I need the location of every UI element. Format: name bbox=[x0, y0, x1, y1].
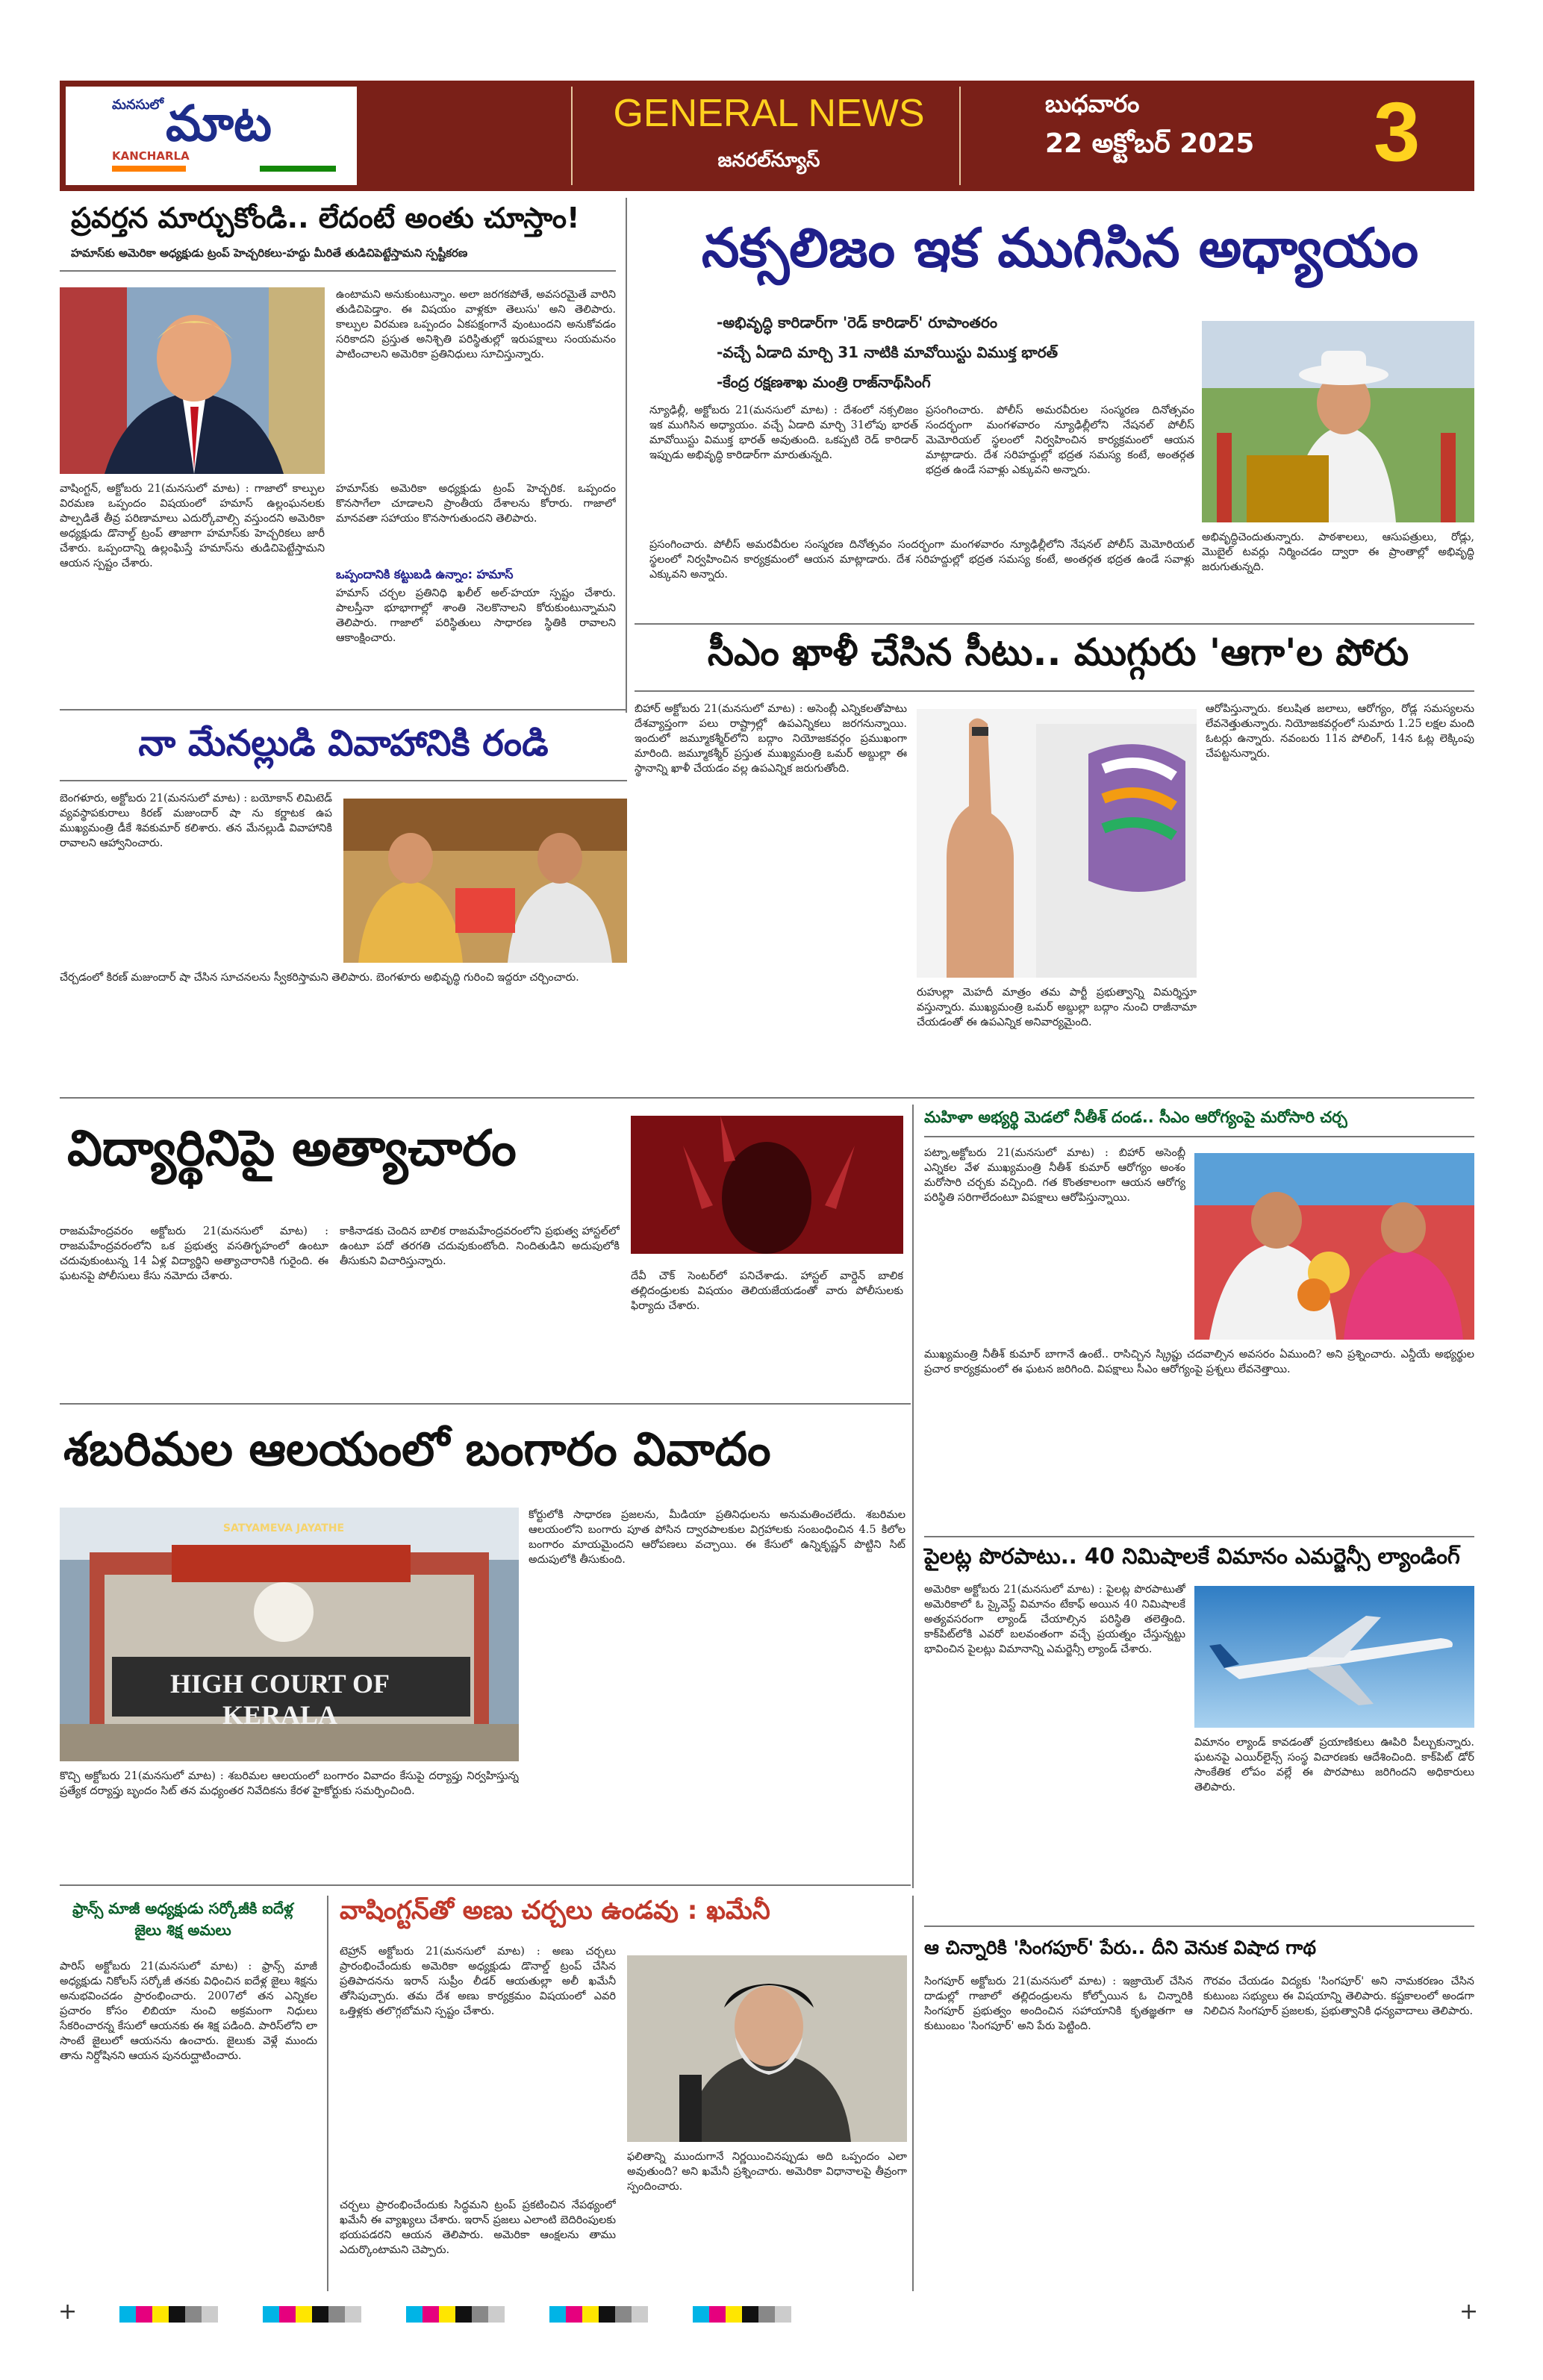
cm-seat-body-right: ఆరోపిస్తున్నారు. కలుషిత జలాలు, ఆరోగ్యం, రోడ్ల సమస్యలను లేవనెత్తుతున్నారు. నియోజకవర్గంలో సుమారు 1.25 లక్షల మంది ఓటర్లు ఉన్నారు. నవంబరు 11న పోలింగ్, 14న ఓట్ల లెక్కింపు చేపట్టనున్నారు. bbox=[1206, 703, 1474, 760]
registration-mark: + bbox=[1459, 2299, 1479, 2325]
nitish-body-bottom: ముఖ్యమంత్రి నీతీశ్ కుమార్ బాగానే ఉంటే.. రాసిచ్చిన స్క్రిప్టు చదవాల్సిన అవసరం ఏముంది? అని ప్రశ్నించారు. ఎన్డీయే అభ్యర్థుల ప్రచార కార్యక్రమంలో ఈ ఘటన జరిగింది. విపక్షాలు సీఎం ఆరోగ్యంపై ప్రశ్నలు లేవనెత్తాయి. bbox=[924, 1349, 1474, 1375]
issue-date: 22 అక్టోబర్ 2025 bbox=[1045, 128, 1255, 159]
flight-body-left: అమెరికా అక్టోబరు 21(మనసులో మాట) : పైలట్ల పొరపాటుతో అమెరికాలో ఓ స్కైవెస్ట్ విమానం టేకాఫ్ అయిన 40 నిమిషాలకే అత్యవసరంగా ల్యాండ్ చేయాల్సిన పరిస్థితి తలెత్తింది. కాక్‌పిట్‌లోకి ఎవరో బలవంతంగా వచ్చే ప్రయత్నం చేస్తున్నట్టు భావించిన పైలట్లు విమానాన్ని ఎమర్జెన్సీ ల్యాండ్ చేశారు. bbox=[924, 1584, 1185, 1655]
khamenei-headline: వాషింగ్టన్‌తో అణు చర్చలు ఉండవు : ఖమేనీ bbox=[340, 1896, 770, 1925]
trump-body-sub2: హమాస్ చర్చల ప్రతినిధి ఖలీల్ అల్-హయా స్పష్టం చేశారు. పాలస్తీనా భూభాగాల్లో శాంతి నెలకొనాలని కోరుకుంటున్నామని తెలిపారు. గాజాలో పరిస్థితులు సాధారణ స్థితికి రావాలని ఆకాంక్షించారు. bbox=[336, 587, 616, 644]
naxal-body-right: అభివృద్ధిచెందుతున్నారు. పాఠశాలలు, ఆసుపత్రులు, రోడ్లు, మొబైల్ టవర్లు నిర్మించడం ద్వారా ఈ ప్రాంతాల్లో అభివృద్ధి జరుగుతున్నది. bbox=[1202, 531, 1474, 573]
naxal-body-left: న్యూఢిల్లీ, అక్టోబరు 21(మనసులో మాట) : దేశంలో నక్సలిజం ఇక ముగిసిన అధ్యాయం. వచ్చే ఏడాది మార్చి 31లోపు భారత్ మావోయిస్టు విముక్త భారత్ అవుతుంది. ఒకప్పటి రెడ్ కారిడార్ ఇప్పుడు అభివృద్ధి కారిడార్‌గా మారుతున్నది. bbox=[649, 405, 918, 461]
cm-seat-headline: సీఎం ఖాళీ చేసిన సీటు.. ముగ్గురు 'ఆగా'ల పోరు bbox=[707, 631, 1409, 674]
column-divider bbox=[912, 1105, 914, 1888]
nitish-headline: మహిళా అభ్యర్థి మెడలో నీతీశ్ దండ.. సీఎం ఆరోగ్యంపై మరోసారి చర్చ bbox=[924, 1108, 1347, 1126]
divider bbox=[635, 690, 1474, 692]
voting-finger-photo bbox=[917, 709, 1197, 978]
trump-headline: ప్రవర్తన మార్చుకోండి.. లేదంటే అంతు చూస్తాం! bbox=[71, 202, 580, 234]
naxal-body-mid: ప్రసంగించారు. పోలీస్ అమరవీరుల సంస్మరణ దినోత్సవం సందర్భంగా మంగళవారం న్యూఢిల్లీలోని నేషనల్ పోలీస్ మెమోరియల్ స్థలంలో నిర్వహించిన కార్యక్రమంలో ఆయన మాట్లాడారు. దేశ సరిహద్దుల్లో భద్రత సమస్య కంటే, అంతర్గత భద్రత ఉండే సవాళ్లు ఎక్కువని అన్నారు. bbox=[926, 405, 1194, 476]
sabarimala-body-bottom: కొచ్చి అక్టోబరు 21(మనసులో మాట) : శబరిమల ఆలయంలో బంగారం వివాదం కేసుపై దర్యాప్తు నిర్వహిస్తున్న ప్రత్యేక దర్యాప్తు బృందం సిట్ తన మధ్యంతర నివేదికను కేరళ హైకోర్టుకు సమర్పించింది. bbox=[60, 1770, 519, 1797]
masthead-divider bbox=[959, 87, 961, 185]
naxal-bullet-3: -కేంద్ర రక్షణశాఖ మంత్రి రాజ్‌నాథ్‌సింగ్ bbox=[717, 373, 931, 391]
cm-seat-body-left: బిహార్ అక్టోబరు 21(మనసులో మాట) : అసెంబ్లీ ఎన్నికలతోపాటు దేశవ్యాప్తంగా పలు రాష్ట్రాల్లో ఉపఎన్నికలు జరగనున్నాయి. ఇందులో జమ్మూకశ్మీర్‌లోని బద్గాం నియోజకవర్గం ప్రముఖంగా మారింది. జమ్మూకశ్మీర్ ప్రస్తుత ముఖ్యమంత్రి ఒమర్ అబ్దుల్లా ఈ స్థానాన్ని ఖాళీ చేయడం వల్ల ఉపఎన్నిక జరుగుతోంది. bbox=[635, 703, 907, 775]
column-divider bbox=[912, 1896, 914, 2291]
airplane-photo bbox=[1194, 1586, 1474, 1728]
assault-headline: విద్యార్థినిపై అత్యాచారం bbox=[67, 1119, 517, 1177]
france-body: పారిస్ అక్టోబరు 21(మనసులో మాట) : ఫ్రాన్స్ మాజీ అధ్యక్షుడు నికోలస్ సర్కోజీ తనకు విధించిన ఐదేళ్ల జైలు శిక్షను అనుభవించడం ప్రారంభించారు. 2007లో తన ఎన్నికల ప్రచారం కోసం లిబియా నుంచి అక్రమంగా నిధులు సేకరించారన్న కేసులో ఆయనకు ఈ శిక్ష పడింది. పారిస్‌లోని లా సాంటే జైలులో ఆయనను ఉంచారు. జైలుకు వెళ్లే ముందు తాను నిర్దోషినని ఆయన పునరుద్ఘాటించారు. bbox=[60, 1961, 317, 2062]
trump-subhead: హమాస్‌కు అమెరికా అధ్యక్షుడు ట్రంప్ హెచ్చరికలు-హద్దు మీరితే తుడిచిపెట్టేస్తామని స్పష్టీకరణ bbox=[71, 246, 468, 260]
sabarimala-headline: శబరిమల ఆలయంలో బంగారం వివాదం bbox=[63, 1422, 771, 1476]
assault-illustration bbox=[631, 1116, 903, 1254]
naxal-headline: నక్సలిజం ఇక ముగిసిన అధ్యాయం bbox=[701, 216, 1419, 279]
sabarimala-body-right: కోర్టులోకి సాధారణ ప్రజలను, మీడియా ప్రతినిధులను అనుమతించలేదు. శబరిమల ఆలయంలోని బంగారు పూత పోసిన ద్వారపాలకుల విగ్రహాలకు సంబంధించిన 4.5 కిలోల బంగారం మాయమైందని ఆరోపణలు వచ్చాయి. ఈ కేసులో ఉన్నికృష్ణన్ పొట్టిని సిట్ అదుపులోకి తీసుకుంది. bbox=[529, 1509, 905, 1566]
high-court-sign: HIGH COURT OF KERALA bbox=[169, 1669, 390, 1730]
divider bbox=[60, 270, 616, 272]
flight-headline: పైలట్ల పొరపాటు.. 40 నిమిషాలకే విమానం ఎమర్జెన్సీ ల్యాండింగ్ bbox=[924, 1543, 1460, 1569]
registration-mark: + bbox=[58, 2299, 78, 2325]
trump-body-left: వాషింగ్టన్, అక్టోబరు 21(మనసులో మాట) : గాజాలో కాల్పుల విరమణ ఒప్పందం విషయంలో హమాస్ ఉల్లంఘనలకు పాల్పడితే తీవ్ర పరిణామాలు ఎదుర్కోవాల్సి వస్తుందని అమెరికా అధ్యక్షుడు డొనాల్డ్ ట్రంప్ తాజాగా హమాస్‌కు హెచ్చరికలు జారీ చేశారు. ఒప్పందాన్ని ఉల్లంఘిస్తే హమాస్‌ను తుడిచిపెట్టేస్తామని ఆయన స్పష్టం చేశారు. bbox=[60, 483, 325, 569]
france-headline: ఫ్రాన్స్ మాజీ అధ్యక్షుడు సర్కోజీకి ఐదేళ్ల జైలు శిక్ష అమలు bbox=[72, 1899, 293, 1939]
nitish-body-left: పట్నా,అక్టోబరు 21(మనసులో మాట) : బిహార్ అసెంబ్లీ ఎన్నికల వేళ ముఖ్యమంత్రి నీతీశ్ కుమార్ ఆరోగ్యం అంశం మరోసారి చర్చకు వచ్చింది. గత కొంతకాలంగా ఆయన ఆరోగ్య పరిస్థితి సరిగాలేదంటూ విపక్షాలు ఆరోపిస్తున్నాయి. bbox=[924, 1147, 1185, 1204]
divider bbox=[924, 1136, 1474, 1137]
assault-body-bottom: దేవీ చౌక్ సెంటర్‌లో పనిచేశాడు. హాస్టల్ వార్డెన్ బాలిక తల్లిదండ్రులకు విషయం తెలియజేయడంతో వారు పోలీసులకు ఫిర్యాదు చేశారు. bbox=[631, 1270, 903, 1312]
assault-body-left: రాజమహేంద్రవరం అక్టోబరు 21(మనసులో మాట) : రాజమహేంద్రవరంలోని ఒక ప్రభుత్వ వసతిగృహంలో ఉంటూ చదువుకుంటున్న 14 ఏళ్ల విద్యార్థిని అత్యాచారానికి గురైంది. ఈ ఘటనపై పోలీసులు కేసు నమోదు చేశారు. bbox=[60, 1225, 328, 1282]
wedding-invite-photo bbox=[343, 799, 627, 963]
divider bbox=[60, 709, 627, 710]
trump-photo bbox=[60, 287, 325, 474]
print-color-bars bbox=[119, 2306, 1448, 2326]
naxal-bullet-1: -అభివృద్ధి కారిడార్‌గా 'రెడ్ కారిడార్' రూపాంతరం bbox=[717, 313, 997, 331]
trump-body-mid: హమాస్‌కు అమెరికా అధ్యక్షుడు ట్రంప్ హెచ్చరిక. ఒప్పందం కొనసాగేలా చూడాలని ప్రాంతీయ దేశాలను కోరారు. గాజాలో మానవతా సహాయం కొనసాగుతుందని తెలిపారు. bbox=[336, 483, 616, 525]
khamenei-body-bottom: ఫలితాన్ని ముందుగానే నిర్ణయించినప్పుడు అది ఒప్పందం ఎలా అవుతుంది? అని ఖమేనీ ప్రశ్నించారు. అమెరికా విధానాలపై తీవ్రంగా స్పందించారు. bbox=[627, 2151, 907, 2193]
flight-body-right: విమానం ల్యాండ్ కావడంతో ప్రయాణికులు ఊపిరి పీల్చుకున్నారు. ఘటనపై ఎయిర్‌లైన్స్ సంస్థ విచారణకు ఆదేశించింది. కాక్‌పిట్ డోర్ సాంకేతిక లోపం వల్లే ఈ పొరపాటు జరిగిందని అధికారులు తెలిపారు. bbox=[1194, 1737, 1474, 1793]
cm-seat-body-mid: రుహుల్లా మెహదీ మాత్రం తమ పార్టీ ప్రభుత్వాన్ని విమర్శిస్తూ వస్తున్నారు. ముఖ్యమంత్రి ఒమర్ అబ్దుల్లా బద్గాం నుంచి రాజీనామా చేయడంతో ఈ ఉపఎన్నిక అనివార్యమైంది. bbox=[917, 987, 1197, 1028]
singapore-body-right: గౌరవం చేయడం విద్యకు 'సింగపూర్' అని నామకరణం చేసిన కుటుంబ సభ్యులు ఈ విషయాన్ని తెలిపారు. కష్టకాలంలో అండగా నిలిచిన సింగపూర్ ప్రజలకు, ప్రభుత్వానికి ధన్యవాదాలు తెలిపారు. bbox=[1203, 1975, 1474, 2017]
page-number: 3 bbox=[1374, 85, 1421, 178]
divider bbox=[924, 1536, 1474, 1537]
logo-small-text: మనసులో bbox=[112, 97, 164, 113]
high-court-sign-top: SATYAMEVA JAYATHE bbox=[222, 1522, 345, 1534]
khamenei-body-right: చర్చలు ప్రారంభించేందుకు సిద్ధమని ట్రంప్ ప్రకటించిన నేపథ్యంలో ఖమేనీ ఈ వ్యాఖ్యలు చేశారు. ఇరాన్ ప్రజలు ఎలాంటి బెదిరింపులకు భయపడరని ఆయన తెలిపారు. అమెరికా ఆంక్షలను తాము ఎదుర్కొంటామని చెప్పారు. bbox=[340, 2199, 616, 2256]
tricolor-stripe bbox=[112, 166, 336, 172]
wedding-body-left: బెంగళూరు, అక్టోబరు 21(మనసులో మాట) : బయోకాన్ లిమిటెడ్ వ్యవస్థాపకురాలు కిరణ్ మజుందార్ షా ను కర్ణాటక ఉప ముఖ్యమంత్రి డీకే శివకుమార్ కలిశారు. తన మేనల్లుడి వివాహానికి రావాలని ఆహ్వానించారు. bbox=[60, 793, 332, 849]
wedding-headline: నా మేనల్లుడి వివాహానికి రండి bbox=[138, 722, 549, 764]
section-title: GENERAL NEWS bbox=[613, 92, 925, 135]
logo-main-text: మాట bbox=[166, 94, 272, 152]
divider bbox=[60, 1097, 1474, 1099]
divider bbox=[60, 1884, 911, 1886]
nitish-garland-photo bbox=[1194, 1153, 1474, 1340]
trump-subhead-2: ఒప్పందానికి కట్టుబడి ఉన్నాం: హమాస్ bbox=[336, 567, 514, 581]
logo-tagline: KANCHARLA bbox=[112, 149, 190, 163]
issue-day: బుధవారం bbox=[1045, 90, 1140, 118]
naxal-body-continued: ప్రసంగించారు. పోలీస్ అమరవీరుల సంస్మరణ దినోత్సవం సందర్భంగా మంగళవారం న్యూఢిల్లీలోని నేషనల్ పోలీస్ మెమోరియల్ స్థలంలో నిర్వహించిన కార్యక్రమంలో ఆయన మాట్లాడారు. దేశ సరిహద్దుల్లో భద్రత సమస్య కంటే, అంతర్గత భద్రత ఉండే సవాళ్లు ఎక్కువని అన్నారు. bbox=[649, 539, 1194, 581]
divider bbox=[635, 623, 1474, 625]
divider bbox=[60, 780, 627, 781]
singapore-headline: ఆ చిన్నారికి 'సింగపూర్' పేరు.. దీని వెనుక విషాద గాథ bbox=[924, 1937, 1317, 1958]
assault-body-mid: కాకినాడకు చెందిన బాలిక రాజమహేంద్రవరంలోని ప్రభుత్వ హాస్టల్‌లో ఉంటూ పదో తరగతి చదువుకుంటోంది. నిందితుడిని అదుపులోకి తీసుకుని విచారిస్తున్నారు. bbox=[340, 1225, 620, 1267]
singapore-body-left: సింగపూర్ అక్టోబరు 21(మనసులో మాట) : ఇజ్రాయెల్ చేసిన దాడుల్లో గాజాలో తల్లిదండ్రులను కోల్పోయిన ఓ చిన్నారికి సింగపూర్ ప్రభుత్వం అందించిన సహాయానికి కృతజ్ఞతగా ఆ కుటుంబం 'సింగపూర్' అని పేరు పెట్టింది. bbox=[924, 1975, 1193, 2032]
column-divider bbox=[327, 1896, 328, 2291]
trump-body-right: ఉంటామని అనుకుంటున్నాం. అలా జరగకపోతే, అవసరమైతే వారిని తుడిచిపెడ్తాం. ఈ విషయం వాళ్లకూ తెలుసు' అని తెలిపారు. కాల్పుల విరమణ ఒప్పందం ఏకపక్షంగానే వుంటుందని అనుకోవడం సరికాదని ప్రస్తుత అనిశ్చితి పరిస్థితుల్లో ఇరుపక్షాలు సంయమనం పాటించాలని అమెరికా ప్రతినిధులు సూచిస్తున్నారు. bbox=[336, 289, 616, 360]
naxal-bullet-2: -వచ్చే ఏడాది మార్చి 31 నాటికి మావోయిస్టు విముక్త భారత్ bbox=[717, 343, 1059, 361]
masthead-divider bbox=[571, 87, 573, 185]
rajnath-photo bbox=[1202, 321, 1474, 522]
column-divider bbox=[626, 198, 627, 713]
divider bbox=[60, 1403, 911, 1405]
wedding-body-bottom: చేర్చడంలో కిరణ్ మజుందార్ షా చేసిన సూచనలను స్వీకరిస్తామని తెలిపారు. బెంగళూరు అభివృద్ధి గురించి ఇద్దరూ చర్చించారు. bbox=[60, 972, 579, 984]
section-subtitle: జనరల్‌న్యూస్ bbox=[717, 149, 820, 172]
khamenei-photo bbox=[627, 1955, 907, 2142]
khamenei-body-left: టెహ్రాన్ అక్టోబరు 21(మనసులో మాట) : అణు చర్చలు ప్రారంభించేందుకు అమెరికా అధ్యక్షుడు డొనాల్డ్ ట్రంప్ చేసిన ప్రతిపాదనను ఇరాన్ సుప్రీం లీడర్ ఆయతుల్లా అలీ ఖమేనీ తోసిపుచ్చారు. తమ దేశ అణు కార్యక్రమం విషయంలో ఎవరి ఒత్తిళ్లకు తలొగ్గబోమని స్పష్టం చేశారు. bbox=[340, 1946, 616, 2017]
divider bbox=[924, 1925, 1474, 1927]
